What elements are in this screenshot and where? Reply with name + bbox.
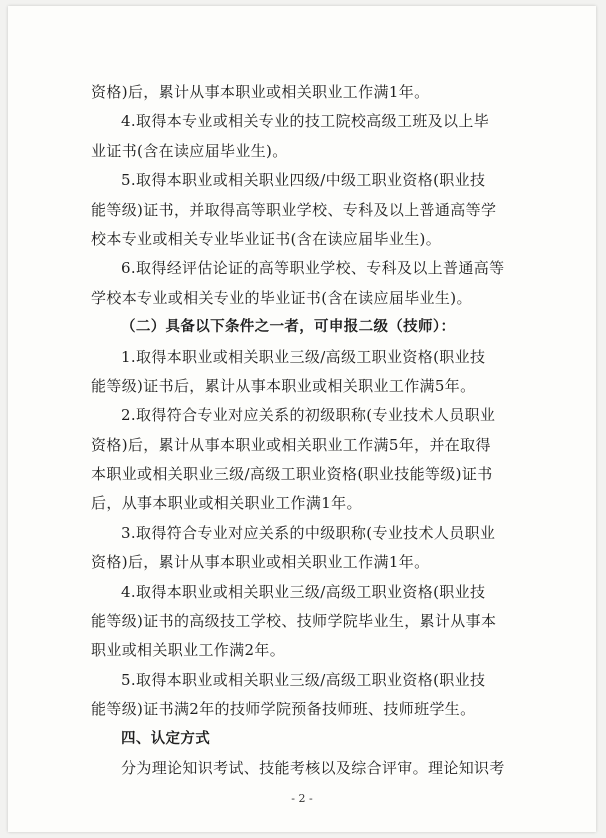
text-line: 业证书(含在读应届毕业生)。 — [91, 141, 288, 160]
text-line: 校本专业或相关专业毕业证书(含在读应届毕业生)。 — [91, 229, 442, 248]
text-line: 后，从事本职业或相关职业工作满1年。 — [91, 494, 362, 513]
text-line: 能等级)证书，并取得高等职业学校、专科及以上普通高等学 — [91, 200, 497, 219]
text-line: 5.取得本职业或相关职业三级/高级工职业资格(职业技 — [121, 670, 486, 689]
text-line: 职业或相关职业工作满2年。 — [91, 641, 286, 660]
text-line: 6.取得经评估论证的高等职业学校、专科及以上普通高等 — [121, 259, 505, 278]
text-line: 分为理论知识考试、技能考核以及综合评审。理论知识考 — [121, 758, 505, 777]
text-line: 4.取得本专业或相关专业的技工院校高级工班及以上毕 — [121, 112, 490, 131]
text-line: 学校本专业或相关专业的毕业证书(含在读应届毕业生)。 — [91, 288, 472, 307]
section-heading: 四、认定方式 — [121, 730, 211, 747]
page-number: - 2 - — [291, 792, 313, 805]
text-line: 2.取得符合专业对应关系的初级职称(专业技术人员职业 — [121, 406, 496, 425]
text-line: 资格)后，累计从事本职业或相关职业工作满1年。 — [91, 83, 430, 101]
text-line: 能等级)证书满2年的技师学院预备技师班、技师班学生。 — [91, 700, 476, 719]
document-body — [91, 78, 543, 783]
text-line: 能等级)证书的高级技工学校、技师学院毕业生，累计从事本 — [91, 612, 497, 631]
text-line: 4.取得本职业或相关职业三级/高级工职业资格(职业技 — [121, 582, 486, 601]
text-line: 能等级)证书后，累计从事本职业或相关职业工作满5年。 — [91, 376, 476, 395]
text-line: 3.取得符合专业对应关系的中级职称(专业技术人员职业 — [121, 523, 496, 542]
text-line: 5.取得本职业或相关职业四级/中级工职业资格(职业技 — [121, 171, 486, 190]
section-heading: （二）具备以下条件之一者，可申报二级（技师）： — [121, 319, 456, 336]
text-line: 资格)后，累计从事本职业或相关职业工作满5年，并在取得 — [91, 435, 491, 454]
text-line: 资格)后，累计从事本职业或相关职业工作满1年。 — [91, 553, 430, 572]
document-page — [8, 6, 596, 832]
text-line: 本职业或相关职业三级/高级工职业资格(职业技能等级)证书 — [91, 465, 493, 484]
text-line: 1.取得本职业或相关职业三级/高级工职业资格(职业技 — [121, 347, 486, 366]
